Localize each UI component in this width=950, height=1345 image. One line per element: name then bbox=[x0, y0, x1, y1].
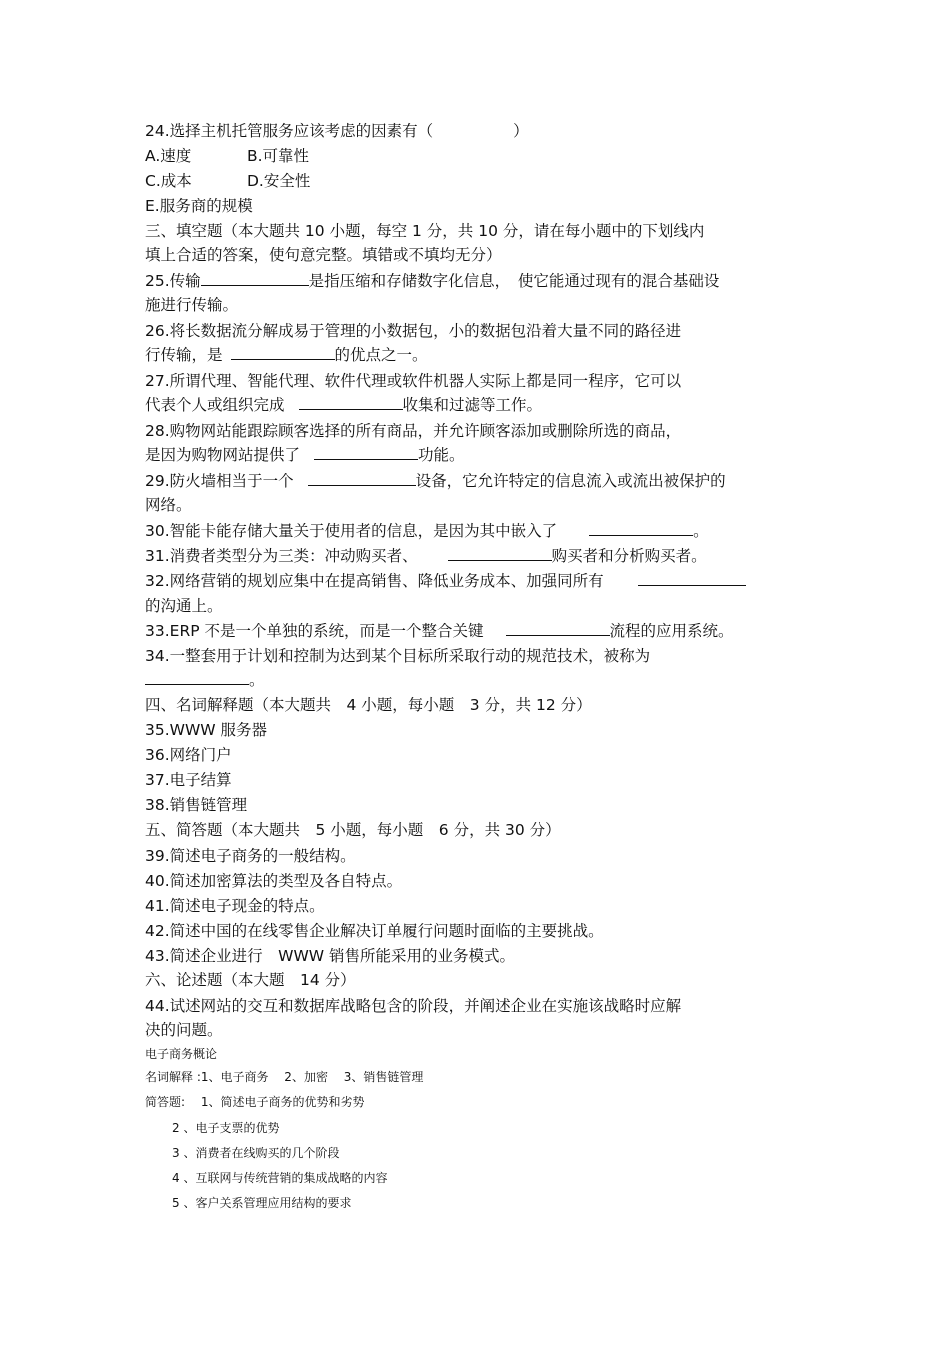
q26-text-b: 行传输，是 bbox=[145, 346, 223, 364]
q34-blank[interactable] bbox=[145, 670, 249, 685]
q24-option-e: E.服务商的规模 bbox=[145, 197, 253, 215]
q29-line1 bbox=[145, 471, 726, 491]
q29-blank[interactable] bbox=[308, 471, 416, 486]
q26-line2 bbox=[145, 345, 428, 365]
q32-text-a: 32.网络营销的规划应集中在提高销售、降低业务成本、加强同所有 bbox=[145, 572, 604, 590]
q26-text-c: 的优点之一。 bbox=[334, 346, 428, 364]
q25-text-b: 是指压缩和存储数字化信息， 使它能通过现有的混合基础设 bbox=[308, 272, 720, 290]
q35-term: 35.WWW 服务器 bbox=[145, 721, 268, 739]
notes-qa-item: 4 、互联网与传统营销的集成战略的内容 bbox=[172, 1171, 388, 1185]
q27-line1: 27.所谓代理、智能代理、软件代理或软件机器人实际上都是同一程序，它可以 bbox=[145, 372, 682, 390]
notes-qa-item: 2 、电子支票的优势 bbox=[172, 1121, 280, 1135]
q33-blank[interactable] bbox=[506, 621, 610, 636]
section6-heading: 六、论述题（本大题 14 分） bbox=[145, 971, 356, 989]
section3-heading-line2: 填上合适的答案，使句意完整。填错或不填均无分） bbox=[145, 246, 502, 264]
notes-terms: 名词解释 :1、电子商务 2、加密 3、销售链管理 bbox=[145, 1070, 424, 1084]
q30-text-a: 30.智能卡能存储大量关于使用者的信息，是因为其中嵌入了 bbox=[145, 522, 558, 540]
q24-option-a: A.速度 bbox=[145, 147, 192, 165]
q33-text-b: 流程的应用系统。 bbox=[609, 622, 734, 640]
q32-line1 bbox=[145, 571, 746, 591]
q24-option-b: B.可靠性 bbox=[247, 147, 310, 165]
q24-option-d: D.安全性 bbox=[247, 172, 311, 190]
q32-line2: 的沟通上。 bbox=[145, 597, 223, 615]
q28-text-c: 功能。 bbox=[418, 446, 465, 464]
q37-term: 37.电子结算 bbox=[145, 771, 232, 789]
q26-line1: 26.将长数据流分解成易于管理的小数据包，小的数据包沿着大量不同的路径进 bbox=[145, 322, 682, 340]
q24-options-ab bbox=[145, 146, 309, 166]
q33-line bbox=[145, 621, 734, 641]
q39-question: 39.简述电子商务的一般结构。 bbox=[145, 847, 356, 865]
q33-text-a: 33.ERP 不是一个单独的系统，而是一个整合关键 bbox=[145, 622, 484, 640]
q30-blank[interactable] bbox=[589, 521, 693, 536]
notes-qa-label: 简答题: 1、简述电子商务的优势和劣势 bbox=[145, 1095, 365, 1109]
q34-line1: 34.一整套用于计划和控制为达到某个目标所采取行动的规范技术，被称为 bbox=[145, 647, 651, 665]
section3-heading-line1: 三、填空题（本大题共 10 小题，每空 1 分，共 10 分，请在每小题中的下划线内 bbox=[145, 222, 705, 240]
q28-blank[interactable] bbox=[314, 445, 418, 460]
q27-line2 bbox=[145, 395, 542, 415]
q32-blank[interactable] bbox=[638, 571, 746, 586]
q24-stem-text: 24.选择主机托管服务应该考虑的因素有（ bbox=[145, 122, 434, 140]
q28-line2 bbox=[145, 445, 465, 465]
q41-question: 41.简述电子现金的特点。 bbox=[145, 897, 325, 915]
q29-line2: 网络。 bbox=[145, 496, 192, 514]
q28-line1: 28.购物网站能跟踪顾客选择的所有商品，并允许顾客添加或删除所选的商品， bbox=[145, 422, 682, 440]
q27-text-c: 收集和过滤等工作。 bbox=[402, 396, 543, 414]
q25-blank[interactable] bbox=[201, 271, 309, 286]
notes-title: 电子商务概论 bbox=[145, 1047, 218, 1061]
q44-line2: 决的问题。 bbox=[145, 1021, 223, 1039]
q28-text-b: 是因为购物网站提供了 bbox=[145, 446, 301, 464]
q24-stem-end: ） bbox=[513, 122, 529, 140]
section4-heading: 四、名词解释题（本大题共 4 小题，每小题 3 分，共 12 分） bbox=[145, 696, 592, 714]
q26-blank[interactable] bbox=[231, 345, 335, 360]
q27-text-b: 代表个人或组织完成 bbox=[145, 396, 285, 414]
q30-line bbox=[145, 521, 709, 541]
q29-text-b: 设备，它允许特定的信息流入或流出被保护的 bbox=[415, 472, 726, 490]
q31-text-a: 31.消费者类型分为三类：冲动购买者、 bbox=[145, 547, 418, 565]
q25-line2: 施进行传输。 bbox=[145, 296, 239, 314]
q31-blank[interactable] bbox=[448, 546, 552, 561]
q29-text-a: 29.防火墙相当于一个 bbox=[145, 472, 294, 490]
q40-question: 40.简述加密算法的类型及各自特点。 bbox=[145, 872, 403, 890]
q42-question: 42.简述中国的在线零售企业解决订单履行问题时面临的主要挑战。 bbox=[145, 922, 604, 940]
q34-line2 bbox=[145, 670, 265, 690]
q25-line1 bbox=[145, 271, 719, 291]
q31-text-b: 购买者和分析购买者。 bbox=[551, 547, 707, 565]
notes-qa-item: 5 、客户关系管理应用结构的要求 bbox=[172, 1196, 352, 1210]
q30-text-b: 。 bbox=[693, 522, 709, 540]
q27-blank[interactable] bbox=[299, 395, 403, 410]
q36-term: 36.网络门户 bbox=[145, 746, 232, 764]
q31-line bbox=[145, 546, 707, 566]
q25-text-a: 25.传输 bbox=[145, 272, 201, 290]
q24-options-cd bbox=[145, 171, 310, 191]
q24-stem bbox=[145, 121, 529, 141]
section5-heading: 五、简答题（本大题共 5 小题，每小题 6 分，共 30 分） bbox=[145, 821, 561, 839]
q34-text-b: 。 bbox=[249, 671, 265, 689]
notes-qa-item: 3 、消费者在线购买的几个阶段 bbox=[172, 1146, 340, 1160]
q44-line1: 44.试述网站的交互和数据库战略包含的阶段，并阐述企业在实施该战略时应解 bbox=[145, 997, 682, 1015]
q24-option-c: C.成本 bbox=[145, 172, 192, 190]
q43-question: 43.简述企业进行 WWW 销售所能采用的业务模式。 bbox=[145, 947, 516, 965]
q38-term: 38.销售链管理 bbox=[145, 796, 248, 814]
